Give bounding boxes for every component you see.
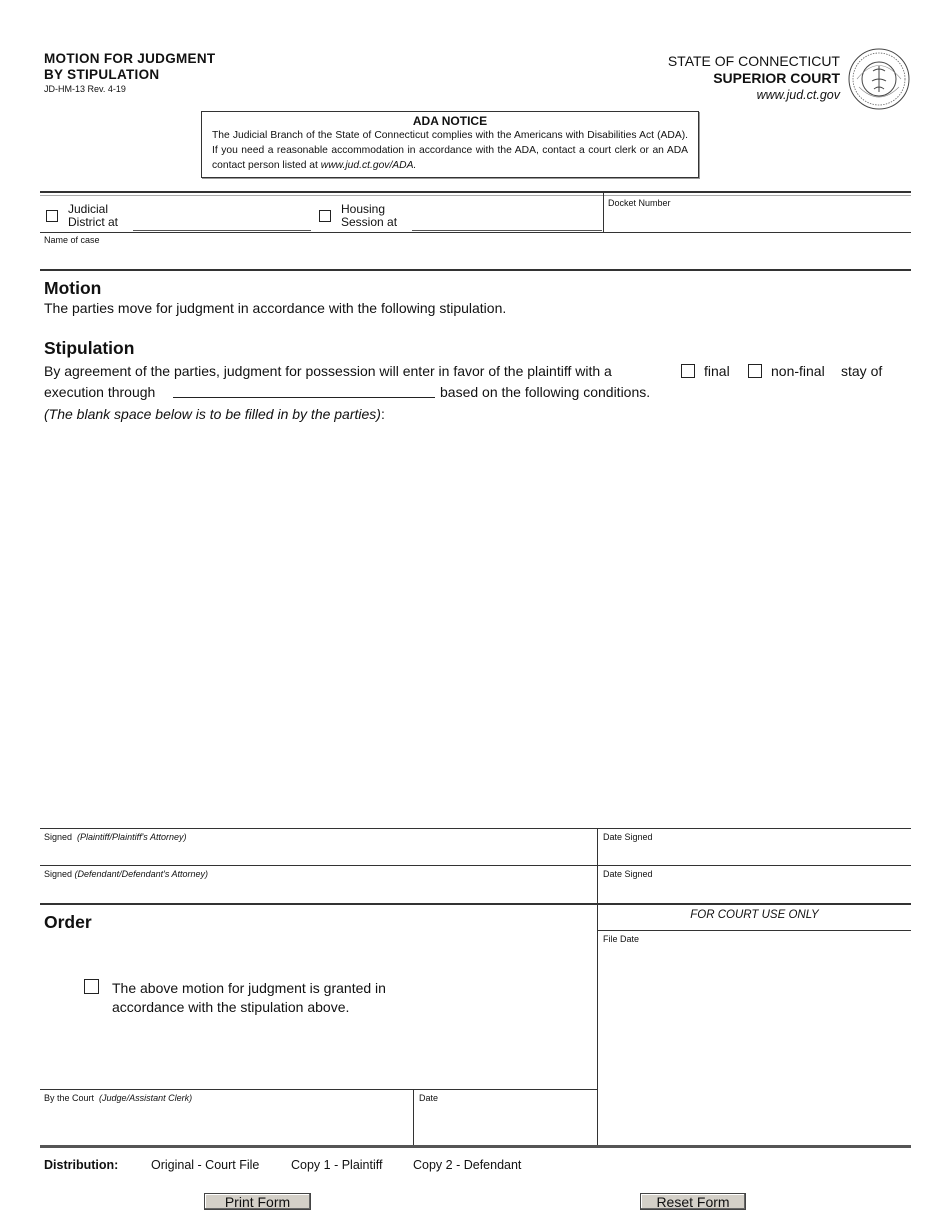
defendant-signature-field[interactable] (44, 881, 594, 901)
connecticut-seal-icon (847, 47, 911, 111)
plaintiff-signature-label (44, 832, 186, 842)
divider (40, 1089, 597, 1090)
judicial-district-checkbox[interactable] (46, 210, 58, 222)
name-of-case-field[interactable] (44, 247, 904, 267)
judicial-label-line1: Judicial (68, 202, 109, 216)
signed-label: Signed (44, 869, 73, 879)
signed-label: Signed (44, 832, 73, 842)
plaintiff-date-signed-label: Date Signed (603, 832, 653, 842)
state-name: STATE OF CONNECTICUT (667, 53, 840, 69)
form-number: JD-HM-13 Rev. 4-19 (44, 84, 126, 94)
ada-notice-body (202, 128, 698, 173)
motion-text: The parties move for judgment in accordance with the following stipulation. (44, 300, 507, 316)
divider (40, 195, 911, 196)
reset-form-button[interactable]: Reset Form (640, 1193, 746, 1210)
divider (40, 828, 911, 829)
file-date-label: File Date (603, 934, 640, 944)
defendant-date-signed-field[interactable] (603, 881, 903, 901)
divider (597, 930, 911, 931)
judicial-district-label (68, 203, 118, 229)
distribution-copy2: Copy 2 - Defendant (413, 1158, 522, 1172)
defendant-date-signed-label: Date Signed (603, 869, 653, 879)
housing-label-line1: Housing (341, 202, 386, 216)
final-label: final (704, 363, 730, 379)
stipulation-instruction (44, 406, 385, 422)
plaintiff-date-signed-field[interactable] (603, 844, 903, 864)
judge-hint: (Judge/Assistant Clerk) (99, 1093, 193, 1103)
form-title-line2: BY STIPULATION (44, 67, 160, 82)
divider (40, 269, 911, 271)
housing-label-line2: Session at (341, 215, 398, 229)
execution-through-field[interactable] (173, 397, 435, 398)
by-the-court-label (44, 1093, 192, 1103)
final-stay-checkbox[interactable] (681, 364, 695, 378)
form-title-line1: MOTION FOR JUDGMENT (44, 51, 216, 66)
motion-heading: Motion (44, 278, 102, 298)
divider (40, 865, 911, 866)
divider (40, 1145, 911, 1148)
plaintiff-signature-field[interactable] (44, 844, 594, 864)
ada-notice (201, 111, 699, 178)
stipulation-instruction-colon: : (380, 406, 385, 422)
stipulation-conditions-field[interactable] (44, 428, 906, 823)
motion-granted-checkbox[interactable] (84, 979, 99, 994)
divider (603, 193, 604, 233)
distribution-original: Original - Court File (151, 1158, 260, 1172)
stipulation-instruction-italic: (The blank space below is to be filled in by the parties) (44, 406, 381, 422)
print-form-button[interactable]: Print Form (204, 1193, 311, 1210)
stipulation-line1: By agreement of the parties, judgment for possession will enter in favor of the plaintiff with a (44, 363, 612, 379)
divider (413, 1089, 414, 1146)
stay-of-text: stay of (841, 363, 883, 379)
housing-session-label (341, 203, 397, 229)
distribution-copy1: Copy 1 - Plaintiff (291, 1158, 383, 1172)
stipulation-heading: Stipulation (44, 338, 135, 358)
distribution-label: Distribution: (44, 1158, 119, 1172)
docket-number-label: Docket Number (608, 198, 671, 208)
judicial-district-field[interactable] (133, 230, 311, 231)
nonfinal-label: non-final (771, 363, 825, 379)
divider (40, 903, 911, 905)
housing-session-checkbox[interactable] (319, 210, 331, 222)
divider (40, 191, 911, 193)
execution-through-text: execution through (44, 384, 156, 400)
granted-line2: accordance with the stipulation above. (112, 999, 350, 1015)
based-on-text: based on the following conditions. (440, 384, 651, 400)
order-date-field[interactable] (419, 1105, 594, 1143)
divider (597, 828, 598, 904)
court-header (668, 53, 840, 104)
order-heading: Order (44, 912, 92, 932)
docket-number-field[interactable] (605, 210, 905, 230)
divider (40, 232, 911, 233)
name-of-case-label: Name of case (44, 235, 100, 245)
by-the-court: By the Court (44, 1093, 95, 1103)
motion-granted-text (112, 979, 386, 1017)
housing-session-field[interactable] (412, 230, 602, 231)
court-website: www.jud.ct.gov (756, 88, 840, 102)
granted-line1: The above motion for judgment is granted in (112, 980, 386, 996)
form-title (44, 51, 215, 83)
divider (597, 904, 598, 1146)
judicial-label-line2: District at (68, 215, 119, 229)
ada-link[interactable]: www.jud.ct.gov/ADA. (320, 160, 417, 171)
defendant-hint: (Defendant/Defendant's Attorney) (74, 869, 209, 879)
order-date-label: Date (419, 1093, 439, 1103)
ada-notice-text: The Judicial Branch of the State of Connecticut complies with the Americans with Disabilities Act (ADA). If you need a reasonable accommodation in accordance with the ADA, contact a court clerk or an ADA contact person listed at (212, 130, 688, 171)
court-use-label: FOR COURT USE ONLY (690, 909, 819, 921)
ada-notice-title: ADA NOTICE (412, 114, 488, 128)
nonfinal-stay-checkbox[interactable] (748, 364, 762, 378)
plaintiff-hint: (Plaintiff/Plaintiff's Attorney) (77, 832, 187, 842)
judge-signature-field[interactable] (44, 1105, 409, 1143)
court-name: SUPERIOR COURT (713, 70, 840, 86)
defendant-signature-label (44, 869, 208, 879)
